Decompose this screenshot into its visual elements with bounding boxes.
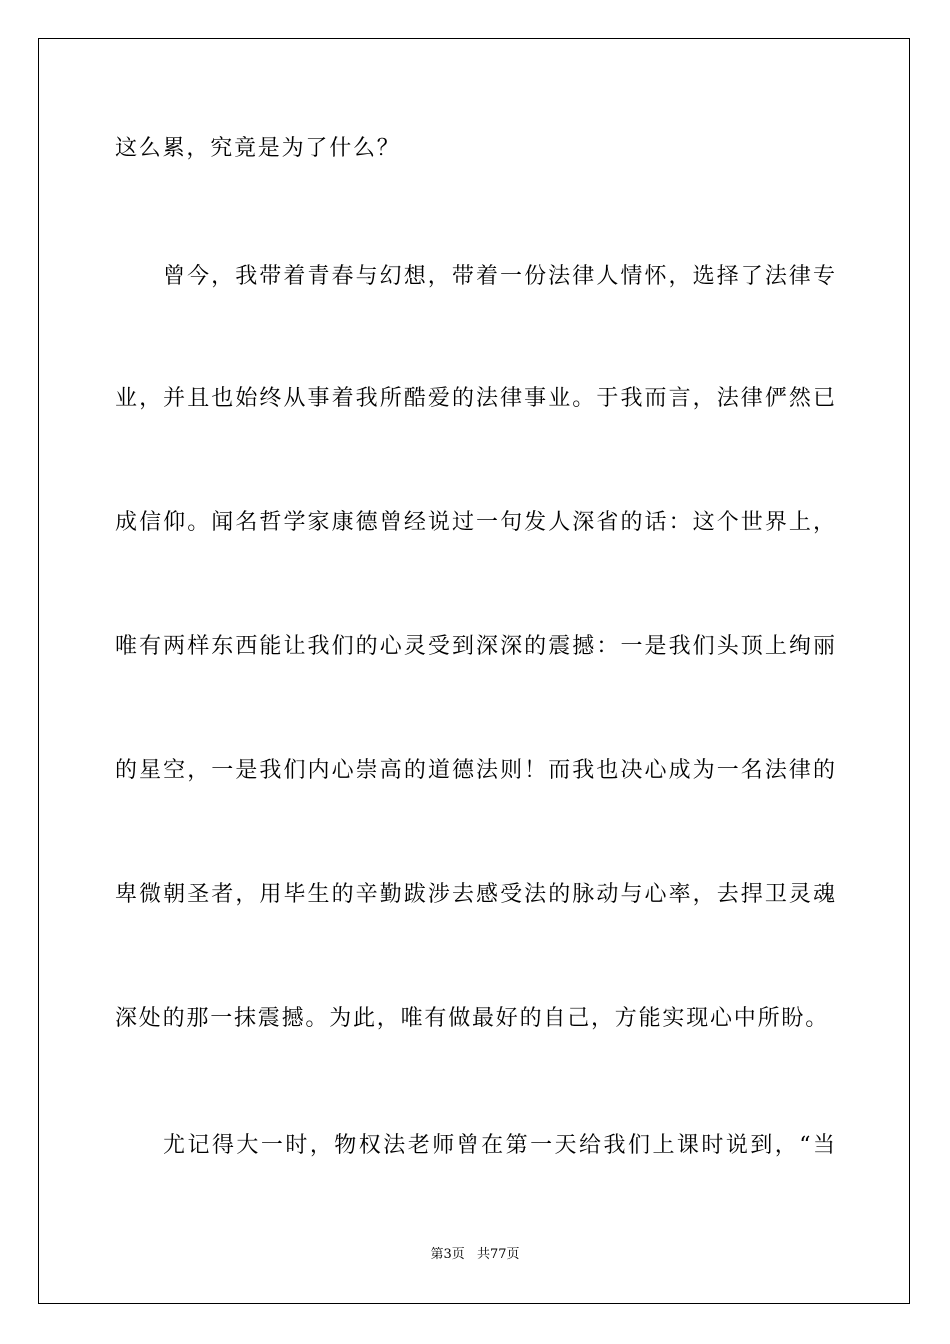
page-border xyxy=(38,38,910,1304)
text-line-9: 尤记得大一时，物权法老师曾在第一天给我们上课时说到，“当 xyxy=(163,1133,835,1158)
page-number: 第3页 xyxy=(430,1247,465,1262)
text-line-5: 唯有两样东西能让我们的心灵受到深深的震撼：一是我们头顶上绚丽 xyxy=(115,634,835,659)
page-total: 共77页 xyxy=(476,1247,520,1262)
text-line-3: 业，并且也始终从事着我所酷爱的法律事业。于我而言，法律俨然已 xyxy=(115,386,835,411)
text-line-7: 卑微朝圣者，用毕生的辛勤跋涉去感受法的脉动与心率，去捍卫灵魂 xyxy=(115,882,835,907)
text-line-8: 深处的那一抹震撼。为此，唯有做最好的自己，方能实现心中所盼。 xyxy=(115,1006,830,1031)
text-line-4: 成信仰。闻名哲学家康德曾经说过一句发人深省的话：这个世界上， xyxy=(115,510,835,535)
text-line-2: 曾今，我带着青春与幻想，带着一份法律人情怀，选择了法律专 xyxy=(163,264,835,289)
text-line-1: 这么累，究竟是为了什么？ xyxy=(115,136,401,161)
page-footer xyxy=(0,1246,950,1264)
text-line-6: 的星空，一是我们内心崇高的道德法则！而我也决心成为一名法律的 xyxy=(115,758,835,783)
